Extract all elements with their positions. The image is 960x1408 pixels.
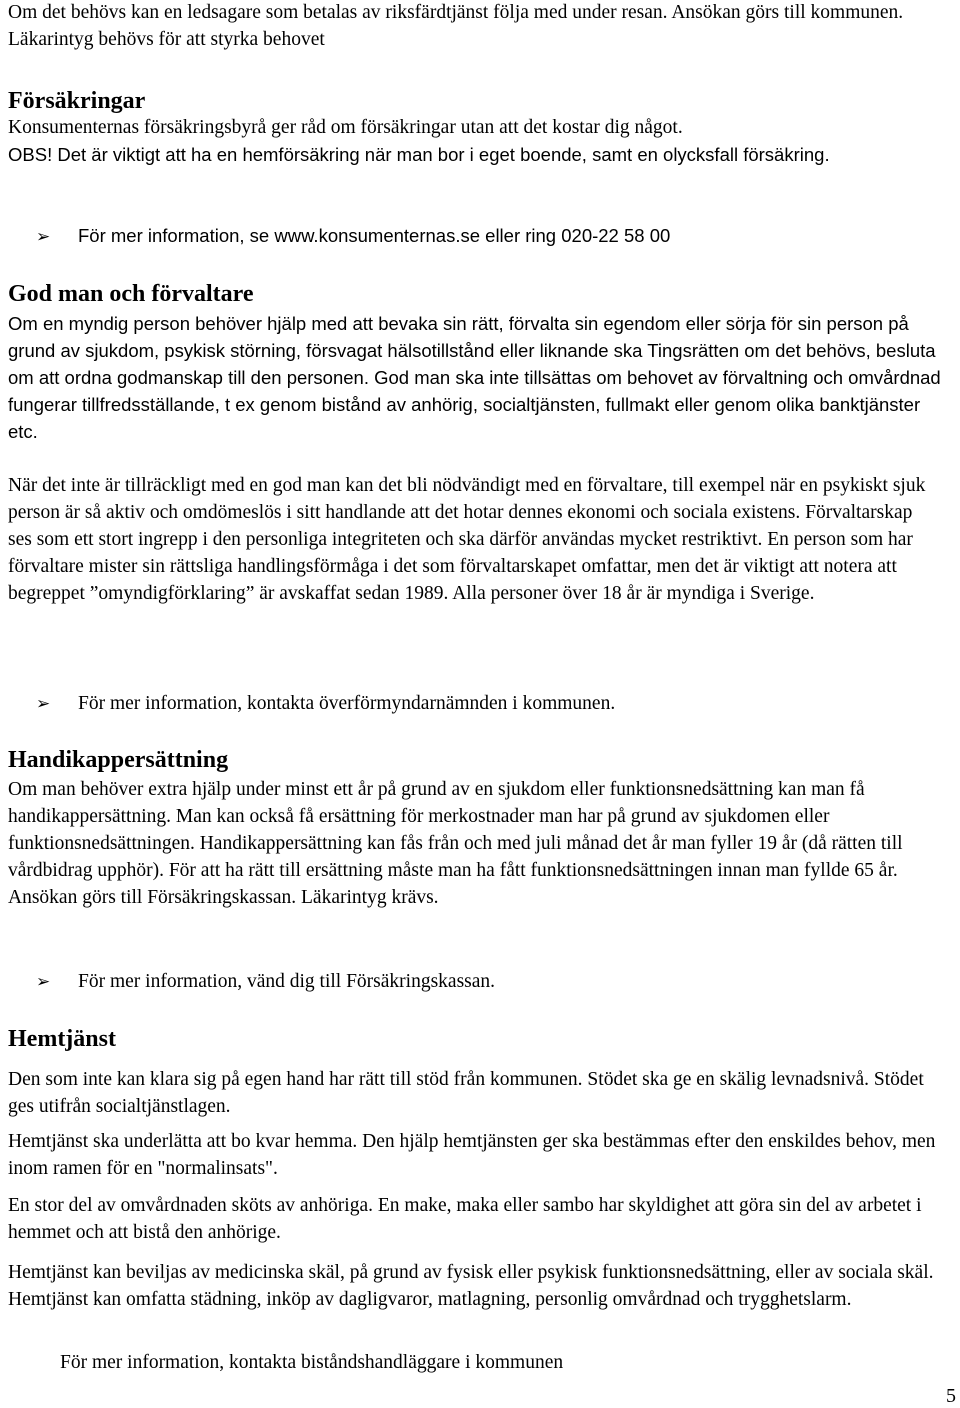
forsakringar-paragraph-2: OBS! Det är viktigt att ha en hemförsäkring när man bor i eget boende, samt en olycksfall försäkring.: [8, 144, 830, 165]
hemtjanst-paragraph-2: Hemtjänst ska underlätta att bo kvar hemma. Den hjälp hemtjänsten ger ska bestämmas efter den enskildes behov, men inom ramen för en "normalinsats".: [8, 1131, 936, 1179]
forsakringar-bullet: [36, 222, 670, 250]
heading-handikappersattning: Handikappersättning: [8, 747, 229, 773]
god-man-bullet-text: För mer information, kontakta överförmyndarnämnden i kommunen.: [78, 693, 616, 714]
page-number: 5: [946, 1385, 956, 1407]
forsakringar-paragraph-1: Konsumenternas försäkringsbyrå ger råd om försäkringar utan att det kostar dig något.: [8, 117, 683, 138]
handikapp-bullet-text: För mer information, vänd dig till Försäkringskassan.: [78, 971, 496, 992]
heading-hemtjanst: Hemtjänst: [8, 1026, 116, 1052]
forsakringar-bullet-text: För mer information, se www.konsumenternas.se eller ring 020-22 58 00: [78, 225, 671, 246]
handikapp-bullet: [36, 968, 495, 995]
arrow-bullet-icon: ➢: [36, 972, 51, 991]
god-man-bullet: [36, 690, 615, 717]
hemtjanst-paragraph-4: Hemtjänst kan beviljas av medicinska skäl, på grund av fysisk eller psykisk funktionsnedsättning, eller av sociala skäl. Hemtjänst kan omfatta städning, inköp av dagligvaror, matlagning, personlig omvårdnad och trygghetslarm.: [8, 1262, 934, 1310]
god-man-paragraph-2: När det inte är tillräckligt med en god man kan det bli nödvändigt med en förvaltare, till exempel när en psykiskt sjuk person är så aktiv och omdömeslös i sitt handlande att det hotar dennes ekonomi och sociala existens. Förvaltarskap ses som ett stort ingrepp i den personliga integriteten och ska därför användas mycket restriktivt. En person som har förvaltare mister sin rättsliga handlingsförmåga i det som förvaltarskapet omfattar, men det är viktigt att notera att begreppet ”omyndigförklaring” är avskaffat sedan 1989. Alla personer över 18 år är myndiga i Sverige.: [8, 475, 926, 604]
intro-paragraph: Om det behövs kan en ledsagare som betalas av riksfärdtjänst följa med under resan. Ansökan görs till kommunen. Läkarintyg behövs för att styrka behovet: [8, 2, 904, 50]
hemtjanst-paragraph-1: Den som inte kan klara sig på egen hand har rätt till stöd från kommunen. Stödet ska ge en skälig levnadsnivå. Stödet ges utifrån socialtjänstlagen.: [8, 1069, 924, 1117]
hemtjanst-footer-line: För mer information, kontakta biståndshandläggare i kommunen: [60, 1352, 564, 1373]
heading-god-man: God man och förvaltare: [8, 281, 254, 307]
heading-forsakringar: Försäkringar: [8, 88, 146, 114]
handikapp-paragraph: Om man behöver extra hjälp under minst ett år på grund av en sjukdom eller funktionsnedsättning kan man få handikappersättning. Man kan också få ersättning för merkostnader man har på grund av sjukdomen eller funktionsnedsättningen. Handikappersättning kan fås från och med juli månad det år man fyller 19 år (då rätten till vårdbidrag upphör). För att ha rätt till ersättning måste man ha fått funktionsnedsättningen innan man fyllde 65 år. Ansökan görs till Försäkringskassan. Läkarintyg krävs.: [8, 779, 903, 908]
arrow-bullet-icon: ➢: [36, 694, 51, 713]
god-man-paragraph-1: Om en myndig person behöver hjälp med att bevaka sin rätt, förvalta sin egendom eller sörja för sin person på grund av sjukdom, psykisk störning, försvagat hälsotillstånd eller liknande ska Tingsrätten om det behövs, besluta om att ordna godmanskap till den personen. God man ska inte tillsättas om behovet av förvaltning och omvårdnad fungerar tillfredsställande, t ex genom bistånd av anhörig, socialtjänsten, fullmakt eller genom olika banktjänster etc.: [8, 313, 941, 442]
arrow-bullet-icon: ➢: [36, 227, 51, 246]
hemtjanst-paragraph-3: En stor del av omvårdnaden sköts av anhöriga. En make, maka eller sambo har skyldighet att göra sin del av arbetet i hemmet och att bistå den anhörige.: [8, 1195, 922, 1243]
